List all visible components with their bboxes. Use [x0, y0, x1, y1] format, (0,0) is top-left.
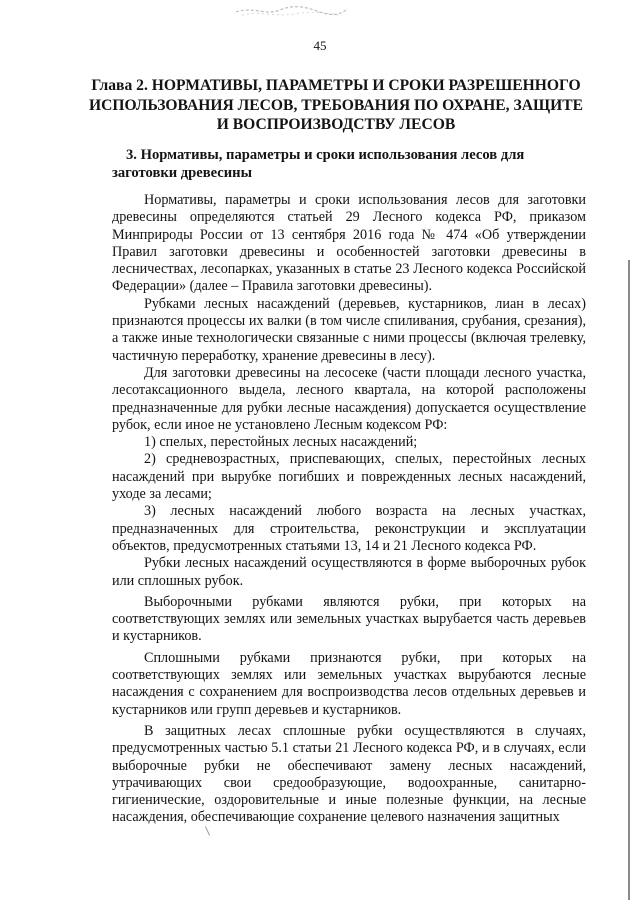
faint-stamp-mark: [232, 4, 352, 18]
paragraph-selective-felling: Выборочными рубками являются рубки, при которых на соответствующих землях или земельных участках вырубается часть деревьев и кустарников.: [112, 593, 586, 645]
list-item-2: 2) средневозрастных, приспевающих, спелых, перестойных лесных насаждений при вырубке погибших и поврежденных лесных насаждений, уходе за лесами;: [112, 451, 586, 503]
scan-edge-line: [628, 260, 630, 900]
paragraph-harvesting-conditions: Для заготовки древесины на лесосеке (части площади лесного участка, лесотаксационного выдела, лесного квартала, на которой расположены предназначенные для рубки лесные насаждения) допускается осуществление рубок, если иное не установлено Лесным кодексом РФ:: [112, 364, 586, 433]
paragraph-clear-felling: Сплошными рубками признаются рубки, при которых на соответствующих землях или земельных участках вырубаются лесные насаждения с сохранением для воспроизводства лесов отдельных деревьев и кустарников или групп деревьев и кустарников.: [112, 649, 586, 718]
paragraph-felling-definition: Рубками лесных насаждений (деревьев, кустарников, лиан в лесах) признаются процессы их валки (в том числе спиливания, срубания, срезания), а также иные технологически связанные с ними процессы (включая трелевку, частичную переработку, хранение древесины в лесу).: [112, 295, 586, 364]
list-item-3: 3) лесных насаждений любого возраста на лесных участках, предназначенных для строительства, реконструкции и эксплуатации объектов, предусмотренных статьями 13, 14 и 21 Лесного кодекса РФ.: [112, 503, 586, 554]
paragraph-protective-forests: В защитных лесах сплошные рубки осуществляются в случаях, предусмотренных частью 5.1 статьи 21 Лесного кодекса РФ, и в случаях, если выборочные рубки не обеспечивают замену лесных насаждений, утрачивающих свои средообразующие, водоохранные, санитарно-гигиенические, оздоровительные и иные полезные функции, на лесные насаждения, обеспечивающие сохранение целевого назначения защитных: [112, 722, 586, 826]
paragraph-felling-forms: Рубки лесных насаждений осуществляются в форме выборочных рубок или сплошных рубок.: [112, 555, 586, 589]
chapter-title: Глава 2. НОРМАТИВЫ, ПАРАМЕТРЫ И СРОКИ РАЗРЕШЕННОГО ИСПОЛЬЗОВАНИЯ ЛЕСОВ, ТРЕБОВАНИЯ ПО ОХРАНЕ, ЗАЩИТЕ И ВОСПРОИЗВОДСТВУ ЛЕСОВ: [88, 77, 584, 133]
section-title: 3. Нормативы, параметры и сроки использования лесов для заготовки древесины: [112, 147, 525, 181]
paragraph-intro: Нормативы, параметры и сроки использования лесов для заготовки древесины определяются статьей 29 Лесного кодекса РФ, приказом Минприроды России от 13 сентября 2016 года № 474 «Об утверждении Правил заготовки древесины и особенностей заготовки древесины в лесничествах, лесопарках, указанных в статье 23 Лесного кодекса Российской Федерации» (далее – Правила заготовки древесины).: [112, 192, 586, 295]
page-number: 45: [313, 38, 327, 53]
section-heading: [112, 146, 586, 182]
body-text: [112, 192, 586, 827]
list-item-1: 1) спелых, перестойных лесных насаждений;: [144, 434, 418, 451]
scan-speck: [205, 826, 210, 835]
